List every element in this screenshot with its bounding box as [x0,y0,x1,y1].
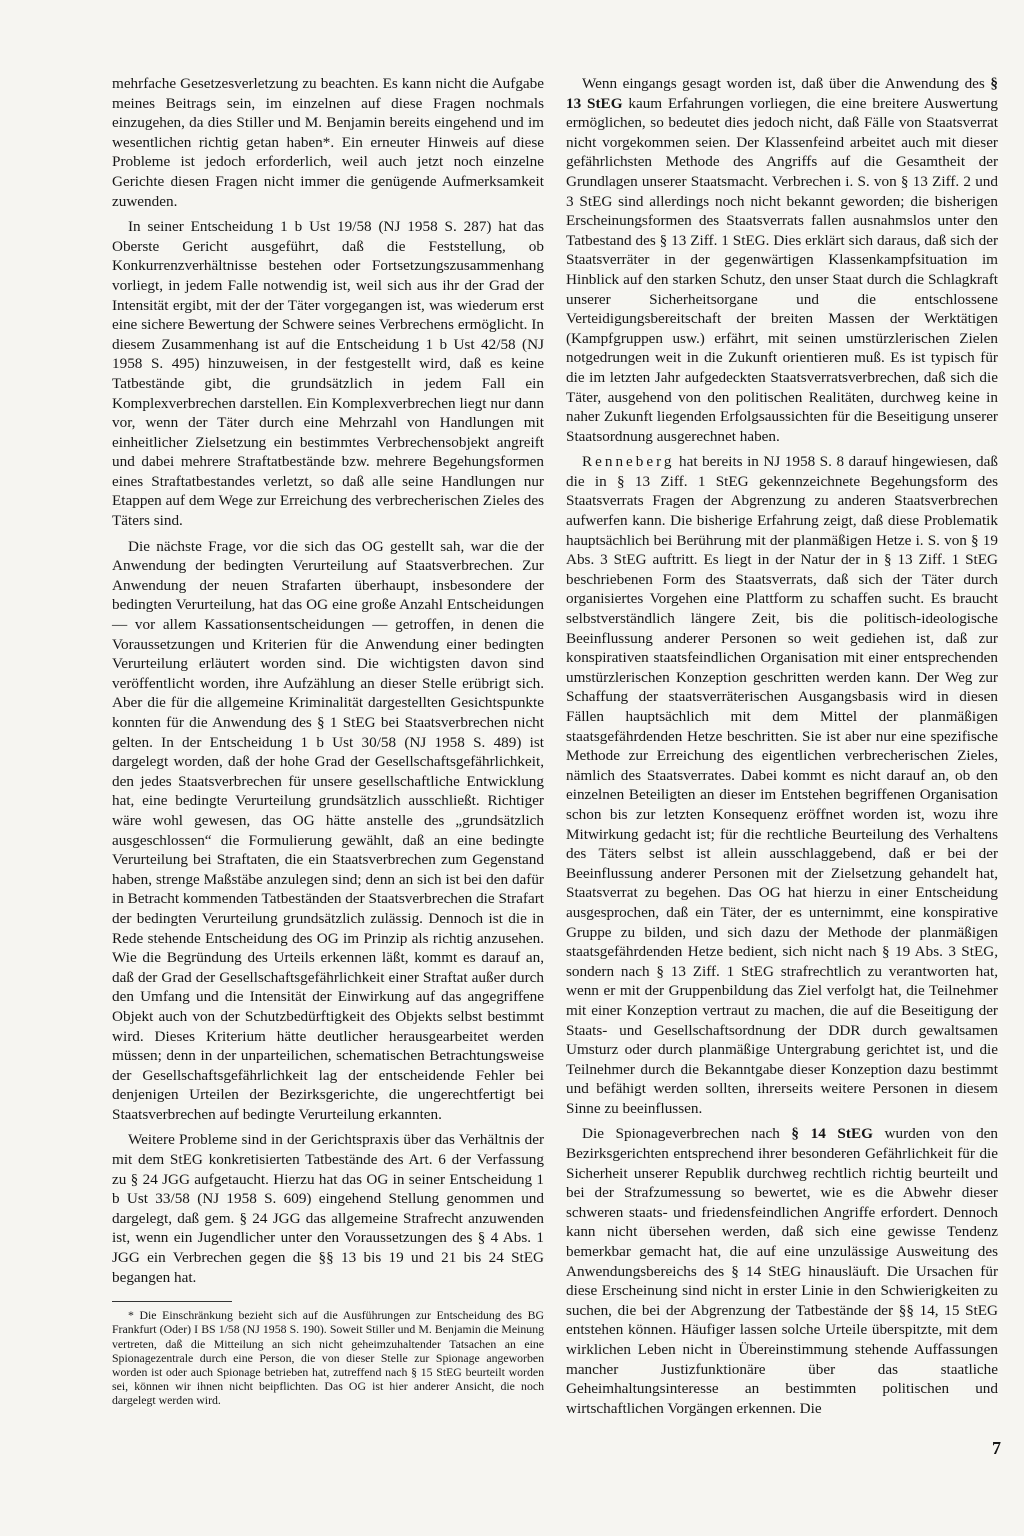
right-column [566,74,998,1424]
text-run: Wenn eingangs gesagt worden ist, daß über die Anwendung des [582,75,991,92]
bold-reference: § 14 StEG [791,1125,873,1143]
text-run: kaum Erfahrungen vorliegen, die eine breitere Auswertung ermöglichen, so bedeutet dies jedoch nicht, daß Fälle von Staatsverrat nicht vorgekommen seien. Der Klassenfeind arbeitet auch mit dieser gefährlichsten Methode des Angriffs auf die Gesamtheit der Grundlagen unserer Staatsmacht. Verbrechen i. S. von § 13 Ziff. 2 und 3 StEG sind allerdings noch nicht bekannt geworden; die bisherigen Erscheinungsformen des Staatsverrats fallen ausnahmslos unter den Tatbestand des § 13 Ziff. 1 StEG. Dies erklärt sich daraus, daß sich der Staatsverräter in der gegenwärtigen Klassenkampfsituation im Hinblick auf den starken Schutz, den unser Staat durch die Schlagkraft unserer Sicherheitsorgane und die entschlossene Verteidigungsbereitschaft der breiten Massen der Werktätigen (Kampfgruppen usw.) erfährt, mit seinen umstürzlerischen Zielen notgedrungen weit in die Zukunft orientieren muß. Es ist typisch für die im letzten Jahr aufgedeckten Staatsverratsverbrechen, daß sich die Täter, ausgehend von den politischen Realitäten, durchweg keine in naher Zukunft liegenden Erfolgsaussichten für die Beseitigung unserer Staatsordnung ausgerechnet haben. [566,94,998,445]
author-name: Renneberg [582,453,675,471]
paragraph: Weitere Probleme sind in der Gerichtspraxis über das Verhältnis der mit dem StEG konkretisierten Tatbestände des Art. 6 der Verfassung zu § 24 JGG aufgetaucht. Hierzu hat das OG in seiner Entscheidung 1 b Ust 33/58 (NJ 1958 S. 609) eingehend Stellung genommen und dargelegt, daß gem. § 24 JGG das allgemeine Strafrecht anzuwenden ist, wenn ein Jugendlicher unter den Voraussetzungen des § 4 Abs. 1 JGG ein Verbrechen gegen die §§ 13 bis 19 und 21 bis 24 StEG begangen hat. [112,1131,544,1286]
page-number: 7 [992,1438,1001,1458]
paragraph: mehrfache Gesetzesverletzung zu beachten. Es kann nicht die Aufgabe meines Beitrags sein, im einzelnen auf diese Fragen nochmals einzugehen, da dies Stiller und M. Benjamin bereits eingehend und im wesentlichen richtig getan haben*. Ein erneuter Hinweis auf diese Probleme ist jedoch erforderlich, weil auch jetzt noch einzelne Gerichte diesen Fragen nicht immer die genügende Aufmerksamkeit zuwenden. [112,75,544,210]
left-column [112,74,544,1414]
text-run: hat bereits in NJ 1958 S. 8 darauf hingewiesen, daß die in § 13 Ziff. 1 StEG gekennzeichnete Begehungsform des Staatsverrats Fragen der Abgrenzung zu anderen Staatsverbrechen aufwerfen kann. Die bisherige Erfahrung zeigt, daß diese Problematik hauptsächlich bei Berührung mit der planmäßigen Hetze i. S. von § 19 Abs. 3 StEG auftritt. Es liegt in der Natur der in § 13 Ziff. 1 StEG beschriebenen Form des Staatsverrats, daß sich der Täter durch organisiertes Vorgehen eine Plattform zu schaffen sucht. Es braucht selbstverständlich längere Zeit, bis die politisch-ideologische Beeinflussung anderer Personen so weit gediehen ist, daß zur konspirativen staatsfeindlichen Organisation mit einer entsprechenden umstürzlerischen Konzeption geschritten werden kann. Der Weg zur Schaffung der staatsverräterischen Ausgangsbasis wird in diesen Fällen hauptsächlich mit dem Mittel der planmäßigen staatsgefährdenden Hetze beschritten. Sie ist aber nur eine spezifische Methode zur Erreichung des eigentlichen verbrecherischen Zieles, nämlich des Staatsverrates. Dabei kommt es nicht darauf an, ob den einzelnen Beteiligten an dieser im Entstehen begriffenen Organisation schon bis zur letzten Konsequenz eröffnet worden ist, wozu ihre Mitwirkung gedacht ist; für die rechtliche Beurteilung des Verhaltens des Täters selbst ist allein ausschlaggebend, daß er bei der Beeinflussung anderer Personen mit der Zielsetzung gehandelt hat, Staatsverrat zu begehen. Das OG hat hierzu in einer Entscheidung ausgesprochen, daß ein Täter, der es unternimmt, eine konspirative Gruppe zu bilden, und sich dazu der Methode der planmäßigen staatsgefährdenden Hetze bedient, sich nicht nach § 19 Abs. 3 StEG, sondern nach § 13 Ziff. 1 StEG strafrechtlich zu verantworten hat, wenn er mit der Gruppenbildung das Ziel verfolgt hat, die Teilnehmer mit einer Konzeption vertraut zu machen, die auf die Beseitigung der Staats- und Gesellschaftsordnung der DDR durch gewaltsamen Umsturz oder durch planmäßige Untergrabung gerichtet ist, und die Teilnehmer durch die Bekanntgabe dieser Konzeption dazu bestimmt und befähigt werden sollten, ihrerseits weitere Personen in diesem Sinne zu beeinflussen. [566,453,998,1117]
paragraph: In seiner Entscheidung 1 b Ust 19/58 (NJ 1958 S. 287) hat das Oberste Gericht ausgeführt, daß die Feststellung, ob Konkurrenzverhältnisse bestehen oder Fortsetzungszusammenhang vorliegt, in jedem Falle notwendig ist, weil sich aus ihr der Grad der Intensität ergibt, mit der der Täter vorgegangen ist, was wiederum erst eine sichere Bewertung der Schwere seines Verbrechens ermöglicht. In diesem Zusammenhang ist auf die Entscheidung 1 b Ust 42/58 (NJ 1958 S. 495) hinzuweisen, in der festgestellt wird, daß es keine Tatbestände gibt, die grundsätzlich in jedem Fall ein Komplexverbrechen darstellen. Ein Komplexverbrechen liegt nur dann vor, wenn der Täter durch eine Mehrzahl von Handlungen mit einheitlicher Zielsetzung ein bestimmtes Verbrechensobjekt angreift und dabei mehrere Straftatbestände bzw. mehrere Begehungsformen eines Straftatbestandes verletzt, so daß alle seine Handlungen nur Etappen auf dem Wege zur Erreichung des verbrecherischen Zieles des Täters sind. [112,218,544,530]
footnote: * Die Einschränkung bezieht sich auf die Ausführungen zur Entscheidung des BG Frankfurt (Oder) I BS 1/58 (NJ 1958 S. 190). Soweit Stiller und M. Benjamin die Meinung vertreten, daß die Mitteilung an sich nicht geheimzuhaltender Tatsachen an eine Spionagezentrale durch eine Person, die von dieser Stelle zur Spionage angeworben worden ist oder auch Spionage betrieben hat, zutreffend nach § 15 StEG beurteilt worden sei, können wir ihnen nicht beipflichten. Das OG ist hier anderer Ansicht, die noch dargelegt werden wird. [112,1308,544,1408]
bold-reference: § 13 StEG [566,75,998,112]
paragraph [566,452,998,1118]
text-run: wurden von den Bezirksgerichten entsprechend ihrer besonderen Gefährlichkeit für die Sicherheit unserer Republik durchweg rechtlich richtig beurteilt und bei der Strafzumessung so bewertet, wie es die Abwehr dieser schweren staats- und friedensfeindlichen Angriffe erfordert. Dennoch kann nicht übersehen werden, daß sich eine gewisse Tendenz bemerkbar gemacht hat, die auf eine unzulässige Ausweitung des Anwendungsbereichs des § 14 StEG hinausläuft. Die Ursachen für diese Erscheinung sind nicht in erster Linie in den Schwierigkeiten zu suchen, die bei der Abgrenzung der Tatbestände der §§ 14, 15 StEG entstehen können. Häufiger lassen solche Urteile überspitzte, mit dem wirklichen Leben nicht in Übereinstimmung stehende Auffassungen mancher Justizfunktionäre über das staatliche Geheimhaltungsinteresse an bestimmten politischen und wirtschaftlichen Vorgängen erkennen. Die [566,1125,998,1417]
text-run: Die Spionageverbrechen nach [582,1125,792,1143]
paragraph: Die nächste Frage, vor die sich das OG gestellt sah, war die der Anwendung der bedingten Verurteilung auf Staatsverbrechen. Zur Anwendung der neuen Strafarten überhaupt, insbesondere der bedingten Verurteilung, hat das OG eine große Anzahl Entscheidungen — vor allem Kassationsentscheidungen — getroffen, in denen die Voraussetzungen und Kriterien für die Anwendung einer bedingten Verurteilung erläutert worden sind. Die wichtigsten davon sind veröffentlicht worden, ihre Aufzählung an dieser Stelle erübrigt sich. Aber die für die allgemeine Kriminalität dargestellten Gesichtspunkte konnten für die Anwendung des § 1 StEG bei Staatsverbrechen nicht gelten. In der Entscheidung 1 b Ust 30/58 (NJ 1958 S. 489) ist dargelegt worden, daß der hohe Grad der Gesellschaftsgefährlichkeit, den jedes Staatsverbrechen für unsere gesellschaftliche Entwicklung hat, eine bedingte Verurteilung grundsätzlich ausschließt. Richtiger wäre wohl gewesen, das OG hätte anstelle des „grundsätzlich ausgeschlossen“ die Formulierung gewählt, daß an eine bedingte Verurteilung bei Straftaten, die ein Staatsverbrechen zum Gegenstand haben, strenge Maßstäbe anzulegen sind; denn an sich ist bei den dafür in Betracht kommenden Tatbeständen der Staatsverbrechen die Strafart der bedingten Verurteilung grundsätzlich zulässig. Dennoch ist die in Rede stehende Entscheidung des OG im Prinzip als richtig anzusehen. Wie die Begründung des Urteils erkennen läßt, kommt es darauf an, daß der Grad der Gesellschaftsgefährlichkeit einer Straftat außer durch den Umfang und die Intensität der Einwirkung auf das angegriffene Objekt auch von der Schutzbedürftigkeit des Objekts selbst bestimmt wird. Dieses Kriterium hätte deutlicher herausgearbeitet werden müssen; denn in der unparteilichen, schematischen Betrachtungsweise der Gesellschaftsgefährlichkeit lag der entscheidende Fehler bei denjenigen Urteilen der Bezirksgerichte, die ungerechtfertigt bei Staatsverbrechen auf bedingte Verurteilung erkannten. [112,537,544,1123]
paragraph [566,1124,998,1418]
footnote-divider [112,1301,232,1302]
paragraph [566,74,998,446]
